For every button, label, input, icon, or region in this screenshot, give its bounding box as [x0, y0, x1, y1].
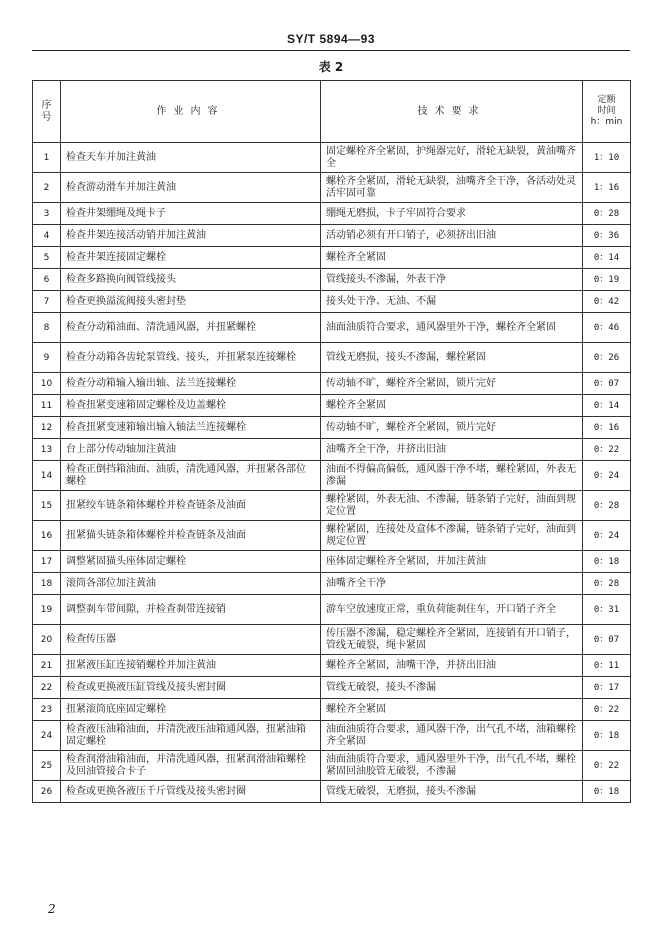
- row-number: 23: [33, 699, 61, 721]
- technical-requirement: 螺栓齐全紧固，滑轮无缺裂，油嘴齐全干净，各活动处灵活牢固可靠: [321, 173, 583, 203]
- column-header-no: 序 号: [33, 81, 61, 143]
- row-number: 18: [33, 573, 61, 595]
- quota-time: 0：22: [583, 751, 631, 781]
- quota-time: 0：07: [583, 625, 631, 655]
- table-row: [33, 173, 631, 203]
- work-content: 扭紧滚筒底座固定螺栓: [61, 699, 321, 721]
- quota-time: 1：16: [583, 173, 631, 203]
- table-row: [33, 491, 631, 521]
- row-number: 3: [33, 203, 61, 225]
- work-content: 检查正倒挡箱油面、油质，清洗通风器，并扭紧各部位螺栓: [61, 461, 321, 491]
- quota-time: 0：36: [583, 225, 631, 247]
- work-content: 检查分动箱输入输出轴、法兰连接螺栓: [61, 373, 321, 395]
- row-number: 6: [33, 269, 61, 291]
- row-number: 25: [33, 751, 61, 781]
- table-row: [33, 677, 631, 699]
- quota-time: 0：22: [583, 439, 631, 461]
- technical-requirement: 管线无破裂，无磨损，接头不渗漏: [321, 781, 583, 803]
- technical-requirement: 管线接头不渗漏，外表干净: [321, 269, 583, 291]
- technical-requirement: 螺栓齐全紧固: [321, 247, 583, 269]
- table-row: [33, 595, 631, 625]
- table-row: [33, 699, 631, 721]
- column-header-work: 作业内容: [61, 81, 321, 143]
- technical-requirement: 传动轴不旷，螺栓齐全紧固，锁片完好: [321, 417, 583, 439]
- row-number: 21: [33, 655, 61, 677]
- technical-requirement: 螺栓齐全紧固: [321, 699, 583, 721]
- table-header-row: [33, 81, 631, 143]
- technical-requirement: 管线无破裂，接头不渗漏: [321, 677, 583, 699]
- work-content: 扭紧绞车链条箱体螺栓并检查链条及油面: [61, 491, 321, 521]
- work-content: 检查游动滑车并加注黄油: [61, 173, 321, 203]
- quota-time: 0：17: [583, 677, 631, 699]
- work-content: 扭紧液压缸连接销螺栓并加注黄油: [61, 655, 321, 677]
- quota-time: 0：24: [583, 461, 631, 491]
- technical-requirement: 传动轴不旷，螺栓齐全紧固，锁片完好: [321, 373, 583, 395]
- quota-time: 0：14: [583, 395, 631, 417]
- row-number: 26: [33, 781, 61, 803]
- row-number: 2: [33, 173, 61, 203]
- page-number: 2: [48, 902, 56, 916]
- table-row: [33, 373, 631, 395]
- table-row: [33, 439, 631, 461]
- maintenance-table: [32, 80, 631, 803]
- work-content: 台上部分传动轴加注黄油: [61, 439, 321, 461]
- technical-requirement: 油面油质符合要求，通风器干净，出气孔不堵，油箱螺栓齐全紧固: [321, 721, 583, 751]
- row-number: 16: [33, 521, 61, 551]
- work-content: 检查更换溢流阀接头密封垫: [61, 291, 321, 313]
- table-caption: 表 2: [318, 60, 344, 74]
- quota-time: 0：18: [583, 781, 631, 803]
- table-row: [33, 721, 631, 751]
- table-row: [33, 291, 631, 313]
- quota-time: 0：28: [583, 491, 631, 521]
- row-number: 7: [33, 291, 61, 313]
- quota-time: 0：46: [583, 313, 631, 343]
- row-number: 22: [33, 677, 61, 699]
- table-row: [33, 655, 631, 677]
- technical-requirement: 油面油质符合要求，通风器里外干净，螺栓齐全紧固: [321, 313, 583, 343]
- table-row: [33, 313, 631, 343]
- table-row: [33, 781, 631, 803]
- header-rule: [32, 50, 630, 51]
- work-content: 调整刹车带间隙，并检查刹带连接销: [61, 595, 321, 625]
- work-content: 检查分动箱油面、清洗通风器，并扭紧螺栓: [61, 313, 321, 343]
- technical-requirement: 游车空放速度正常，重负荷能刹住车，开口销子齐全: [321, 595, 583, 625]
- technical-requirement: 座体固定螺栓齐全紧固，并加注黄油: [321, 551, 583, 573]
- work-content: 检查扭紧变速箱固定螺栓及边盖螺栓: [61, 395, 321, 417]
- work-content: 检查润滑油箱油面，并清洗通风器，扭紧润滑油箱螺栓及回油管接合卡子: [61, 751, 321, 781]
- quota-time: 0：26: [583, 343, 631, 373]
- quota-time: 1：10: [583, 143, 631, 173]
- quota-time: 0：22: [583, 699, 631, 721]
- technical-requirement: 接头处干净、无油、不漏: [321, 291, 583, 313]
- technical-requirement: 管线无磨损，接头不渗漏，螺栓紧固: [321, 343, 583, 373]
- table-row: [33, 203, 631, 225]
- row-number: 4: [33, 225, 61, 247]
- work-content: 检查扭紧变速箱输出输入轴法兰连接螺栓: [61, 417, 321, 439]
- work-content: 检查天车并加注黄油: [61, 143, 321, 173]
- table-row: [33, 417, 631, 439]
- quota-time: 0：18: [583, 721, 631, 751]
- row-number: 14: [33, 461, 61, 491]
- quota-time: 0：11: [583, 655, 631, 677]
- quota-time: 0：28: [583, 573, 631, 595]
- work-content: 检查或更换液压缸管线及接头密封圈: [61, 677, 321, 699]
- quota-time: 0：28: [583, 203, 631, 225]
- row-number: 5: [33, 247, 61, 269]
- table-row: [33, 461, 631, 491]
- quota-time: 0：07: [583, 373, 631, 395]
- row-number: 19: [33, 595, 61, 625]
- table-row: [33, 751, 631, 781]
- table-row: [33, 551, 631, 573]
- column-header-quota: 定额 时间 h：min: [583, 81, 631, 143]
- row-number: 13: [33, 439, 61, 461]
- technical-requirement: 油嘴齐全干净，并挤出旧油: [321, 439, 583, 461]
- quota-time: 0：24: [583, 521, 631, 551]
- technical-requirement: 固定螺栓齐全紧固，护绳器完好，滑轮无缺裂，黄油嘴齐全: [321, 143, 583, 173]
- table-row: [33, 573, 631, 595]
- table-row: [33, 225, 631, 247]
- table-row: [33, 247, 631, 269]
- work-content: 检查多路换向阀管线接头: [61, 269, 321, 291]
- table-row: [33, 343, 631, 373]
- technical-requirement: 绷绳无磨损，卡子牢固符合要求: [321, 203, 583, 225]
- table-row: [33, 395, 631, 417]
- row-number: 8: [33, 313, 61, 343]
- technical-requirement: 传压器不渗漏，稳定螺栓齐全紧固，连接销有开口销子，管线无破裂，绳卡紧固: [321, 625, 583, 655]
- technical-requirement: 螺栓紧固，连接处及盒体不渗漏，链条销子完好，油面到规定位置: [321, 521, 583, 551]
- standard-header: SY/T 5894—93: [286, 32, 376, 46]
- row-number: 1: [33, 143, 61, 173]
- table-row: [33, 269, 631, 291]
- work-content: 检查或更换各液压千斤管线及接头密封圈: [61, 781, 321, 803]
- work-content: 检查井架连接固定螺栓: [61, 247, 321, 269]
- work-content: 检查传压器: [61, 625, 321, 655]
- work-content: 检查分动箱各齿轮泵管线、接头，并扭紧泵连接螺栓: [61, 343, 321, 373]
- table-row: [33, 521, 631, 551]
- work-content: 扭紧猫头链条箱体螺栓并检查链条及油面: [61, 521, 321, 551]
- quota-time: 0：18: [583, 551, 631, 573]
- row-number: 17: [33, 551, 61, 573]
- row-number: 15: [33, 491, 61, 521]
- quota-time: 0：42: [583, 291, 631, 313]
- work-content: 滚筒各部位加注黄油: [61, 573, 321, 595]
- row-number: 11: [33, 395, 61, 417]
- technical-requirement: 螺栓紧固，外表无油、不渗漏，链条销子完好，油面到规定位置: [321, 491, 583, 521]
- quota-time: 0：14: [583, 247, 631, 269]
- technical-requirement: 油面不得偏高偏低，通风器干净不堵，螺栓紧固，外表无渗漏: [321, 461, 583, 491]
- row-number: 20: [33, 625, 61, 655]
- quota-time: 0：16: [583, 417, 631, 439]
- technical-requirement: 油嘴齐全干净: [321, 573, 583, 595]
- table-row: [33, 625, 631, 655]
- technical-requirement: 活动销必须有开口销子，必须挤出旧油: [321, 225, 583, 247]
- table-row: [33, 143, 631, 173]
- row-number: 9: [33, 343, 61, 373]
- quota-time: 0：19: [583, 269, 631, 291]
- technical-requirement: 油面油质符合要求，通风器里外干净，出气孔不堵，螺栓紧固回油胶管无破裂，不渗漏: [321, 751, 583, 781]
- work-content: 检查井架连接活动销并加注黄油: [61, 225, 321, 247]
- technical-requirement: 螺栓齐全紧固: [321, 395, 583, 417]
- work-content: 检查液压油箱油面，并清洗液压油箱通风器，扭紧油箱固定螺栓: [61, 721, 321, 751]
- quota-time: 0：31: [583, 595, 631, 625]
- row-number: 12: [33, 417, 61, 439]
- row-number: 10: [33, 373, 61, 395]
- column-header-requirement: 技术要求: [321, 81, 583, 143]
- row-number: 24: [33, 721, 61, 751]
- technical-requirement: 螺栓齐全紧固，油嘴干净，并挤出旧油: [321, 655, 583, 677]
- work-content: 检查井架绷绳及绳卡子: [61, 203, 321, 225]
- work-content: 调整紧固猫头座体固定螺栓: [61, 551, 321, 573]
